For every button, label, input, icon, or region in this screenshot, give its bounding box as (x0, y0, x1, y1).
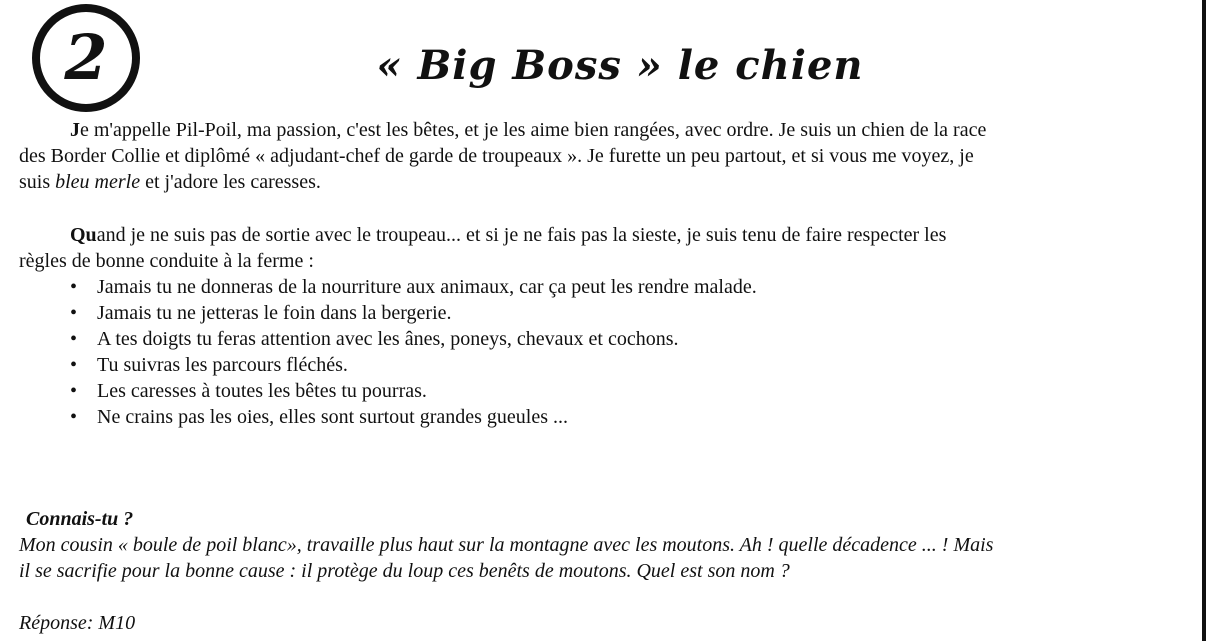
bullet: • (70, 328, 78, 350)
page-right-edge (1202, 0, 1206, 641)
list-item (70, 352, 757, 378)
rules-list (70, 274, 757, 430)
quiz-answer: Réponse: M10 (19, 612, 136, 634)
list-item (70, 378, 757, 404)
quiz-title: Connais-tu ? (26, 508, 134, 530)
rule-text: Jamais tu ne jetteras le foin dans la bergerie. (97, 302, 452, 324)
intro-text-end: et j'adore les caresses. (140, 171, 321, 193)
list-item (70, 300, 757, 326)
bullet: • (70, 354, 78, 376)
page-title: « Big Boss » le chien (376, 42, 864, 89)
list-item (70, 274, 757, 300)
list-item (70, 326, 757, 352)
chapter-number-circle (32, 4, 140, 112)
rule-text: A tes doigts tu feras attention avec les ânes, poneys, chevaux et cochons. (97, 328, 679, 350)
rule-text: Jamais tu ne donneras de la nourriture aux animaux, car ça peut les rendre malade. (97, 276, 757, 298)
intro-italic-text: bleu merle (55, 171, 141, 193)
bullet: • (70, 276, 78, 298)
intro-first-letter: J (70, 119, 80, 141)
rules-intro-text: and je ne suis pas de sortie avec le troupeau... et si je ne fais pas la sieste, je suis tenu de faire respecter les règles de bonne conduite à la ferme : (19, 224, 947, 272)
rules-intro-first-letters: Qu (70, 224, 97, 246)
intro-text: e m'appelle Pil-Poil, ma passion, c'est les bêtes, et je les aime bien rangées, avec ordre. Je suis un chien de la race des Border Collie et diplômé « adjudant-chef de garde de troupeaux ». Je furette un peu partout, et si vous me voyez, je suis (19, 119, 987, 193)
bullet: • (70, 380, 78, 402)
rule-text: Ne crains pas les oies, elles sont surtout grandes gueules ... (97, 406, 569, 428)
chapter-number: 2 (64, 21, 108, 94)
intro-paragraph (19, 117, 999, 195)
rule-text: Les caresses à toutes les bêtes tu pourras. (97, 380, 427, 402)
quiz-question: Mon cousin « boule de poil blanc», travaille plus haut sur la montagne avec les moutons. Ah ! quelle décadence ... ! Mais il se sacrifie pour la bonne cause : il protège du loup ces benêts de moutons. Quel est son nom ? (19, 534, 994, 582)
rule-text: Tu suivras les parcours fléchés. (97, 354, 348, 376)
bullet: • (70, 406, 78, 428)
list-item (70, 404, 757, 430)
bullet: • (70, 302, 78, 324)
rules-intro-paragraph (19, 222, 999, 274)
